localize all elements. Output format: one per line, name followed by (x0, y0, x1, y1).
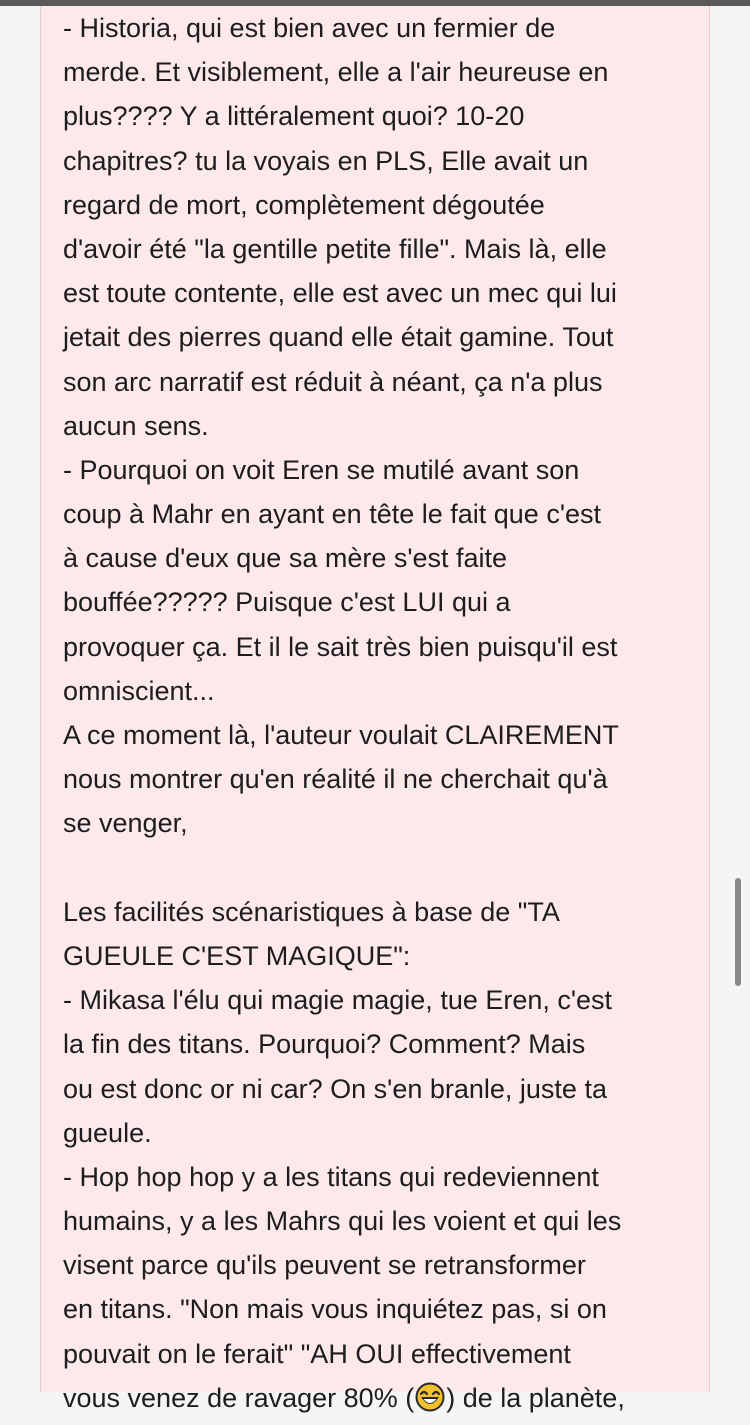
text-line: d'avoir été "la gentille petite fille". Mais là, elle (63, 233, 607, 264)
text-line: bouffée????? Puisque c'est LUI qui a (63, 587, 511, 618)
comment-post (40, 6, 710, 1413)
text-line: - Historia, qui est bien avec un fermier de (63, 13, 556, 43)
text-line: - Hop hop hop y a les titans qui redeviennent (63, 1161, 599, 1192)
text-line: pouvait on le ferait" "AH OUI effectivement (63, 1338, 571, 1369)
text-line: gueule. (63, 1117, 152, 1148)
text-line: merde. Et visiblement, elle a l'air heureuse en (63, 57, 609, 88)
laughing-face-icon (415, 1381, 445, 1411)
text-line: - Pourquoi on voit Eren se mutilé avant son (63, 454, 580, 485)
text-line: à cause d'eux que sa mère s'est faite (63, 543, 508, 574)
text-line-with-emoji (63, 1376, 703, 1420)
text-line: A ce moment là, l'auteur voulait CLAIREMENT (63, 720, 619, 750)
scrollbar-thumb[interactable] (735, 878, 741, 986)
text-line: est toute contente, elle est avec un mec qui lui (63, 278, 617, 309)
text-line: humains, y a les Mahrs qui les voient et qui les (63, 1206, 622, 1237)
text-line: coup à Mahr en ayant en tête le fait que c'est (63, 499, 601, 530)
text-line: son arc narratif est réduit à néant, ça n'a plus (63, 366, 603, 397)
text-line: - Mikasa l'élu qui magie magie, tue Eren, c'est (63, 985, 613, 1016)
text-line: visent parce qu'ils peuvent se retransformer (63, 1250, 586, 1281)
paragraph-break (63, 846, 703, 890)
text-line: aucun sens. (63, 410, 209, 441)
text-line: GUEULE C'EST MAGIQUE": (63, 940, 411, 971)
text-segment: vous venez de ravager 80% ( (63, 1382, 415, 1413)
text-line: regard de mort, complètement dégoutée (63, 189, 545, 220)
text-line: nous montrer qu'en réalité il ne cherchait qu'à (63, 764, 608, 795)
text-line: ou est donc or ni car? On s'en branle, juste ta (63, 1073, 607, 1104)
text-line: omniscient... (63, 675, 215, 706)
comment-body (63, 6, 703, 1420)
text-line: en titans. "Non mais vous inquiétez pas, si on (63, 1294, 607, 1325)
text-line: Les facilités scénaristiques à base de "TA (63, 896, 560, 927)
text-line: chapitres? tu la voyais en PLS, Elle avait un (63, 145, 589, 176)
text-line: se venger, (63, 808, 188, 839)
text-line: la fin des titans. Pourquoi? Comment? Mais (63, 1029, 586, 1060)
text-line: provoquer ça. Et il le sait très bien puisqu'il est (63, 631, 618, 662)
text-line: plus???? Y a littéralement quoi? 10-20 (63, 101, 525, 132)
text-segment: ) de la planète, (446, 1382, 625, 1413)
text-line: jetait des pierres quand elle était gamine. Tout (63, 322, 614, 353)
